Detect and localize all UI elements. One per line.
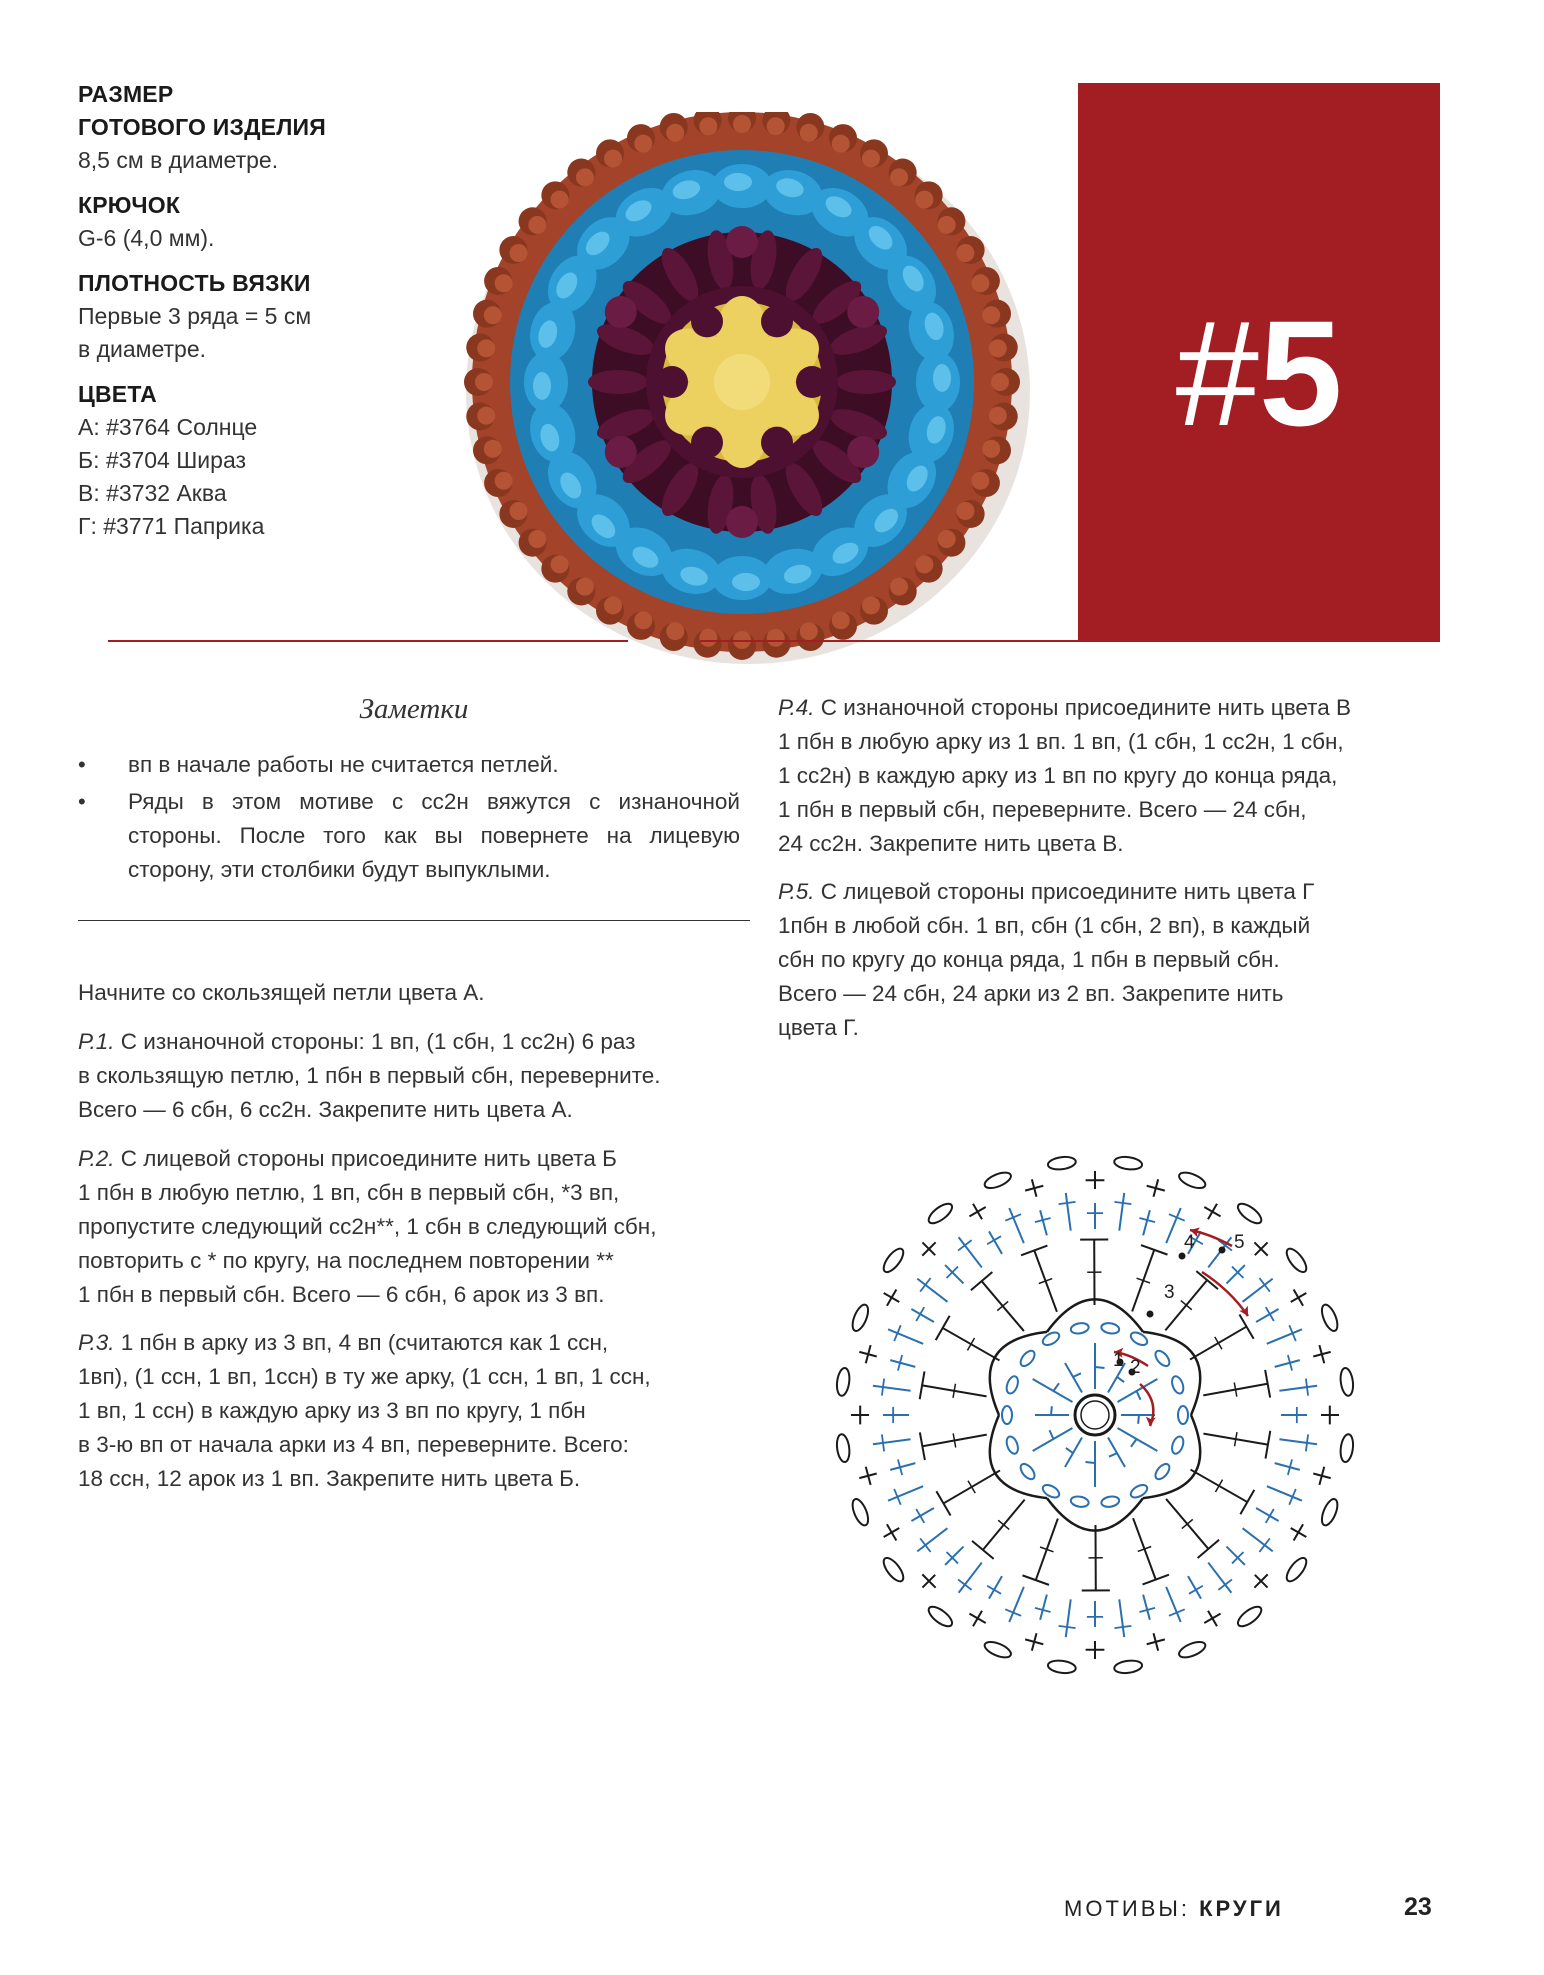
row1-tick xyxy=(1049,1430,1053,1439)
row1-tick xyxy=(1109,1453,1117,1457)
row5-sc-bar xyxy=(1294,1524,1303,1540)
row5-sc-bar xyxy=(969,1614,985,1623)
aqua-highlight xyxy=(724,173,752,191)
row5-loop xyxy=(926,1200,956,1227)
row-line: 1пбн в любой сбн. 1 вп, сбн (1 сбн, 2 вп), в каждый xyxy=(778,913,1311,938)
row-line: сбн по кругу до конца ряда, 1 пбн в первый сбн. xyxy=(778,947,1280,972)
notes-list xyxy=(78,748,740,890)
row4-stitch xyxy=(1119,1193,1124,1231)
row4-tick xyxy=(1114,1202,1131,1204)
paprika-stitch xyxy=(576,578,594,596)
row3-bar xyxy=(1215,1337,1222,1349)
paprika-stitch xyxy=(634,135,652,153)
row4-stitch xyxy=(890,1360,915,1367)
row4-stitch xyxy=(1066,1599,1071,1637)
row5-loop xyxy=(1339,1433,1355,1462)
row5-loop xyxy=(1113,1155,1142,1171)
row-line: 1 пбн в первый сбн, переверните. Всего — 24 сбн, xyxy=(778,797,1307,822)
row3-top xyxy=(1141,1245,1167,1255)
diagram-label-4: 4 xyxy=(1184,1232,1195,1253)
row3-top xyxy=(1240,1490,1254,1514)
row2-arch xyxy=(1143,1415,1200,1498)
paprika-stitch xyxy=(938,530,956,548)
row1-tick xyxy=(1073,1373,1081,1377)
paprika-stitch xyxy=(862,150,880,168)
motif-photo xyxy=(452,112,1032,672)
paprika-stitch xyxy=(528,530,546,548)
row1-tick xyxy=(1117,1377,1124,1382)
join-dot xyxy=(1147,1311,1154,1318)
row1-tick xyxy=(1138,1415,1139,1424)
paprika-stitch xyxy=(989,339,1007,357)
paprika-stitch xyxy=(832,611,850,629)
row-line: 1 пбн в первый сбн. Всего — 6 сбн, 6 арок из 3 вп. xyxy=(78,1282,605,1307)
row4-tick xyxy=(958,1240,972,1250)
row5-loop xyxy=(1047,1155,1076,1171)
row-line: в скользящую петлю, 1 пбн в первый сбн, переверните. xyxy=(78,1063,661,1088)
row1-stitch xyxy=(1118,1428,1158,1451)
row5-sc-bar xyxy=(887,1289,896,1305)
color-b: Б: #3704 Шираз xyxy=(78,447,247,473)
row5-loop xyxy=(1235,1603,1265,1630)
diagram-label-2: 2 xyxy=(1130,1357,1141,1378)
row1-tick xyxy=(1131,1439,1137,1447)
row-line: цвета Г. xyxy=(778,1015,859,1040)
center-gap xyxy=(691,427,723,459)
paprika-stitch xyxy=(915,555,933,573)
row5-loop xyxy=(1319,1303,1341,1333)
row-line: С лицевой стороны присоедините нить цвета Г xyxy=(814,879,1315,904)
paprika-stitch xyxy=(495,274,513,292)
pattern-number-hash: # xyxy=(1175,289,1259,457)
shiraz-point xyxy=(726,506,758,538)
join-dot xyxy=(1179,1253,1186,1260)
row4-tick xyxy=(1259,1538,1269,1552)
shiraz-stitch xyxy=(588,370,648,394)
row4-stitch xyxy=(890,1463,915,1470)
paprika-stitch xyxy=(890,168,908,186)
row5-sc-bar xyxy=(1294,1289,1303,1305)
row4-stitch xyxy=(1227,1265,1245,1283)
paprika-stitch xyxy=(495,472,513,490)
gauge-heading: ПЛОТНОСТЬ ВЯЗКИ xyxy=(78,270,311,296)
row4-stitch xyxy=(1119,1599,1124,1637)
row-line: 18 ссн, 12 арок из 1 вп. Закрепите нить цвета Б. xyxy=(78,1466,581,1491)
paprika-stitch xyxy=(767,629,785,647)
color-c: В: #3732 Аква xyxy=(78,480,227,506)
row4-stitch xyxy=(1009,1587,1024,1622)
row4-stitch xyxy=(1143,1210,1150,1235)
paprika-stitch xyxy=(510,244,528,262)
row4-stitch xyxy=(1267,1486,1302,1501)
footer-section xyxy=(1064,1896,1284,1922)
row5-loop xyxy=(835,1367,851,1396)
row5-loop xyxy=(1235,1200,1265,1227)
paprika-stitch xyxy=(484,306,502,324)
paprika-stitch xyxy=(604,150,622,168)
shiraz-point xyxy=(605,296,637,328)
row2-chain xyxy=(1101,1495,1120,1508)
paprika-stitch xyxy=(938,216,956,234)
row3-top xyxy=(1021,1246,1047,1256)
center-gap xyxy=(761,427,793,459)
row-5 xyxy=(778,875,1458,1045)
row4-stitch xyxy=(1166,1587,1181,1622)
row-line: 1 пбн в арку из 3 вп, 4 вп (считаются как 1 ссн, xyxy=(114,1330,609,1355)
row2-chain xyxy=(1070,1322,1089,1335)
row2-chain xyxy=(1170,1435,1186,1455)
row3-top xyxy=(1023,1575,1049,1585)
paprika-stitch xyxy=(800,622,818,640)
paprika-stitch xyxy=(971,472,989,490)
hook-heading: КРЮЧОК xyxy=(78,192,181,218)
paprika-stitch xyxy=(767,117,785,135)
row-line: 1вп), (1 ссн, 1 вп, 1ссн) в ту же арку, (1 ссн, 1 вп, 1 ссн, xyxy=(78,1364,651,1389)
paprika-stitch xyxy=(800,124,818,142)
row4-tick xyxy=(916,1307,924,1321)
paprika-stitch xyxy=(477,407,495,425)
row2-arch xyxy=(990,1415,1047,1498)
row1-stitch xyxy=(1033,1379,1073,1402)
row4-tick xyxy=(1218,1579,1232,1589)
row5-sc-bar xyxy=(1204,1614,1220,1623)
join-dot xyxy=(1219,1247,1226,1254)
row3-top xyxy=(936,1491,950,1515)
paprika-stitch xyxy=(551,555,569,573)
row-1 xyxy=(78,1025,758,1127)
row4-tick xyxy=(987,1586,1001,1594)
row4-tick xyxy=(1259,1278,1269,1292)
row-line: 1 сс2н) в каждую арку из 1 вп по кругу до конца ряда, xyxy=(778,763,1338,788)
row4-stitch xyxy=(945,1547,963,1565)
row5-loop xyxy=(849,1303,871,1333)
row3-bar xyxy=(967,1338,974,1350)
row4-stitch xyxy=(873,1439,911,1444)
divider-red-left xyxy=(108,640,628,642)
paprika-stitch xyxy=(666,124,684,142)
row4-tick xyxy=(1306,1379,1308,1396)
row4-tick xyxy=(882,1434,884,1451)
row-label: Р.3. xyxy=(78,1330,115,1355)
colors-heading: ЦВЕТА xyxy=(78,381,157,407)
paprika-stitch xyxy=(915,191,933,209)
shiraz-point xyxy=(605,436,637,468)
row4-tick xyxy=(1059,1202,1076,1204)
paprika-stitch xyxy=(862,596,880,614)
row2-chain xyxy=(1018,1461,1037,1481)
paprika-stitch xyxy=(733,115,751,133)
row4-stitch xyxy=(1166,1208,1181,1243)
row4-tick xyxy=(920,1278,930,1292)
row4-stitch xyxy=(1009,1208,1024,1243)
row4-stitch xyxy=(873,1386,911,1391)
row-line: повторить с * по кругу, на последнем повторении ** xyxy=(78,1248,614,1273)
paprika-stitch xyxy=(528,216,546,234)
center-gap xyxy=(796,366,828,398)
paprika-stitch xyxy=(982,306,1000,324)
row2-chain xyxy=(1101,1322,1120,1335)
row4-stitch xyxy=(1279,1386,1317,1391)
row5-sc-bar xyxy=(887,1524,896,1540)
row4-tick xyxy=(1059,1626,1076,1628)
row4-stitch xyxy=(1275,1463,1300,1470)
paprika-stitch xyxy=(484,440,502,458)
row5-loop xyxy=(983,1169,1013,1191)
row5-loop xyxy=(983,1639,1013,1661)
row1-tick xyxy=(1066,1448,1073,1453)
row5-sc-bar xyxy=(969,1207,985,1216)
paprika-stitch xyxy=(699,629,717,647)
row5-loop xyxy=(1177,1639,1207,1661)
row2-chain xyxy=(1153,1348,1172,1368)
center-gap xyxy=(761,305,793,337)
row4-tick xyxy=(958,1579,972,1589)
specs-block xyxy=(78,78,418,543)
pattern-number-digit: 5 xyxy=(1259,289,1343,457)
page-number: 23 xyxy=(1404,1893,1432,1921)
row4-tick xyxy=(1114,1626,1131,1628)
paprika-stitch xyxy=(989,407,1007,425)
row4-tick xyxy=(1189,1586,1203,1594)
gauge-value-line2: в диаметре. xyxy=(78,336,207,362)
row-line: Всего — 24 сбн, 24 арки из 2 вп. Закрепите нить xyxy=(778,981,1284,1006)
row3-top xyxy=(971,1272,992,1290)
notes-title: Заметки xyxy=(359,693,469,725)
size-value: 8,5 см в диаметре. xyxy=(78,147,279,173)
motif-rings xyxy=(464,112,1030,664)
note-item: • Ряды в этом мотиве с сс2н вяжутся с изнаночной стороны. После того как вы повернете на лицевую сторону, эти столбики будут выпуклыми. xyxy=(78,785,740,887)
paprika-stitch xyxy=(666,622,684,640)
paprika-stitch xyxy=(832,135,850,153)
row2-chain xyxy=(1070,1495,1089,1508)
row4-tick xyxy=(987,1236,1001,1244)
size-heading-line2: ГОТОВОГО ИЗДЕЛИЯ xyxy=(78,114,327,140)
row4-tick xyxy=(1266,1307,1274,1321)
row5-loop xyxy=(835,1433,851,1462)
paprika-stitch xyxy=(956,244,974,262)
row4-stitch xyxy=(1040,1595,1047,1620)
row2-chain xyxy=(1002,1406,1012,1424)
row4-tick xyxy=(1266,1509,1274,1523)
shiraz-point xyxy=(726,226,758,258)
paprika-stitch xyxy=(634,611,652,629)
row-line: С лицевой стороны присоедините нить цвета Б xyxy=(114,1146,617,1171)
row4-tick xyxy=(916,1509,924,1523)
row4-stitch xyxy=(945,1265,963,1283)
diagram-label-5: 5 xyxy=(1234,1232,1245,1253)
row4-tick xyxy=(882,1379,884,1396)
center-dot xyxy=(714,354,770,410)
row5-loop xyxy=(1283,1246,1310,1276)
aqua-highlight xyxy=(732,573,760,591)
row3-top xyxy=(1198,1540,1219,1558)
diagram-label-3: 3 xyxy=(1164,1282,1175,1303)
magic-ring-inner xyxy=(1081,1401,1109,1429)
row-4 xyxy=(778,691,1458,861)
row2-chain xyxy=(1178,1406,1188,1424)
row5-loop xyxy=(1339,1367,1355,1396)
pattern-number-box xyxy=(1078,83,1440,641)
row4-stitch xyxy=(1040,1210,1047,1235)
crochet-diagram xyxy=(830,1140,1360,1680)
row2-chain xyxy=(1018,1348,1037,1368)
note-item: • вп в начале работы не считается петлей. xyxy=(78,748,740,782)
row-label: Р.4. xyxy=(778,695,815,720)
instructions-start: Начните со скользящей петли цвета А. xyxy=(78,980,485,1005)
row4-stitch xyxy=(1066,1193,1071,1231)
arrow-head xyxy=(1145,1417,1156,1427)
row4-stitch xyxy=(1227,1547,1245,1565)
arrow-row4 xyxy=(1202,1272,1248,1316)
pattern-number xyxy=(1078,289,1440,457)
paprika-stitch xyxy=(956,502,974,520)
row4-stitch xyxy=(888,1329,923,1344)
row5-loop xyxy=(849,1497,871,1527)
row-line: С изнаночной стороны присоедините нить цвета В xyxy=(814,695,1351,720)
row-3 xyxy=(78,1326,758,1496)
diagram-symbols xyxy=(835,1155,1354,1674)
color-d: Г: #3771 Паприка xyxy=(78,513,265,539)
row1-tick xyxy=(1095,1367,1105,1368)
row4-stitch xyxy=(888,1486,923,1501)
row3-bar xyxy=(968,1481,975,1493)
divider-notes xyxy=(78,920,750,921)
row-2 xyxy=(78,1142,758,1312)
paprika-stitch xyxy=(551,191,569,209)
aqua-highlight xyxy=(533,372,551,400)
diagram-label-1: 1 xyxy=(1113,1350,1124,1371)
row2-arch xyxy=(990,1332,1047,1415)
paprika-stitch xyxy=(510,502,528,520)
paprika-stitch xyxy=(982,440,1000,458)
row2-chain xyxy=(1153,1461,1172,1481)
row1-tick xyxy=(1085,1462,1095,1463)
paprika-stitch xyxy=(576,168,594,186)
size-heading: РАЗМЕР xyxy=(78,81,174,107)
row1-tick xyxy=(1053,1383,1059,1391)
row-line: 24 сс2н. Закрепите нить цвета В. xyxy=(778,831,1124,856)
row-label: Р.1. xyxy=(78,1029,115,1054)
shiraz-point xyxy=(847,296,879,328)
row-line: С изнаночной стороны: 1 вп, (1 сбн, 1 сс2н) 6 раз xyxy=(114,1029,636,1054)
row2-chain xyxy=(1005,1435,1021,1455)
row4-stitch xyxy=(1279,1439,1317,1444)
row-line: в 3-ю вп от начала арки из 4 вп, переверните. Всего: xyxy=(78,1432,629,1457)
row5-loop xyxy=(1047,1659,1076,1675)
row5-loop xyxy=(1113,1659,1142,1675)
row5-sc-bar xyxy=(1204,1207,1220,1216)
row-label: Р.5. xyxy=(778,879,815,904)
row5-loop xyxy=(1283,1555,1310,1585)
paprika-stitch xyxy=(991,373,1009,391)
row2-chain xyxy=(1170,1375,1186,1395)
aqua-highlight xyxy=(933,364,951,392)
center-gap xyxy=(656,366,688,398)
row2-chain xyxy=(1005,1375,1021,1395)
hook-value: G-6 (4,0 мм). xyxy=(78,225,215,251)
paprika-stitch xyxy=(971,274,989,292)
row5-loop xyxy=(926,1603,956,1630)
color-a: А: #3764 Солнце xyxy=(78,414,258,440)
paprika-stitch xyxy=(475,373,493,391)
row-label: Р.2. xyxy=(78,1146,115,1171)
row3-top xyxy=(972,1541,994,1559)
paprika-stitch xyxy=(699,117,717,135)
footer-section-label: МОТИВЫ: xyxy=(1064,1896,1200,1921)
center-gap xyxy=(691,305,723,337)
row5-loop xyxy=(880,1246,907,1276)
row-line: 1 вп, 1 ссн) в каждую арку из 3 вп по кругу, 1 пбн xyxy=(78,1398,586,1423)
paprika-stitch xyxy=(890,578,908,596)
row5-loop xyxy=(1177,1169,1207,1191)
row1-tick xyxy=(1051,1406,1052,1415)
paprika-stitch xyxy=(477,339,495,357)
row1-tick xyxy=(1137,1391,1141,1400)
row4-stitch xyxy=(1143,1595,1150,1620)
row5-loop xyxy=(1319,1497,1341,1527)
shiraz-stitch xyxy=(836,370,896,394)
row5-loop xyxy=(880,1555,907,1585)
row3-bar xyxy=(1215,1480,1222,1492)
row3-top xyxy=(1239,1314,1253,1338)
shiraz-point xyxy=(847,436,879,468)
row4-tick xyxy=(920,1538,930,1552)
paprika-stitch xyxy=(604,596,622,614)
row-line: 1 пбн в любую петлю, 1 вп, сбн в первый сбн, *3 вп, xyxy=(78,1180,620,1205)
row3-top xyxy=(936,1316,950,1340)
divider-red-right xyxy=(700,640,1440,642)
row-line: Всего — 6 сбн, 6 сс2н. Закрепите нить цвета А. xyxy=(78,1097,573,1122)
footer-section-bold: КРУГИ xyxy=(1199,1896,1284,1921)
row4-stitch xyxy=(1275,1360,1300,1367)
gauge-value: Первые 3 ряда = 5 см xyxy=(78,303,312,329)
row-line: 1 пбн в любую арку из 1 вп. 1 вп, (1 сбн, 1 сс2н, 1 сбн, xyxy=(778,729,1344,754)
row3-top xyxy=(1143,1575,1169,1585)
row4-tick xyxy=(1306,1434,1308,1451)
row4-stitch xyxy=(1267,1329,1302,1344)
row-line: пропустите следующий сс2н**, 1 сбн в следующий сбн, xyxy=(78,1214,657,1239)
